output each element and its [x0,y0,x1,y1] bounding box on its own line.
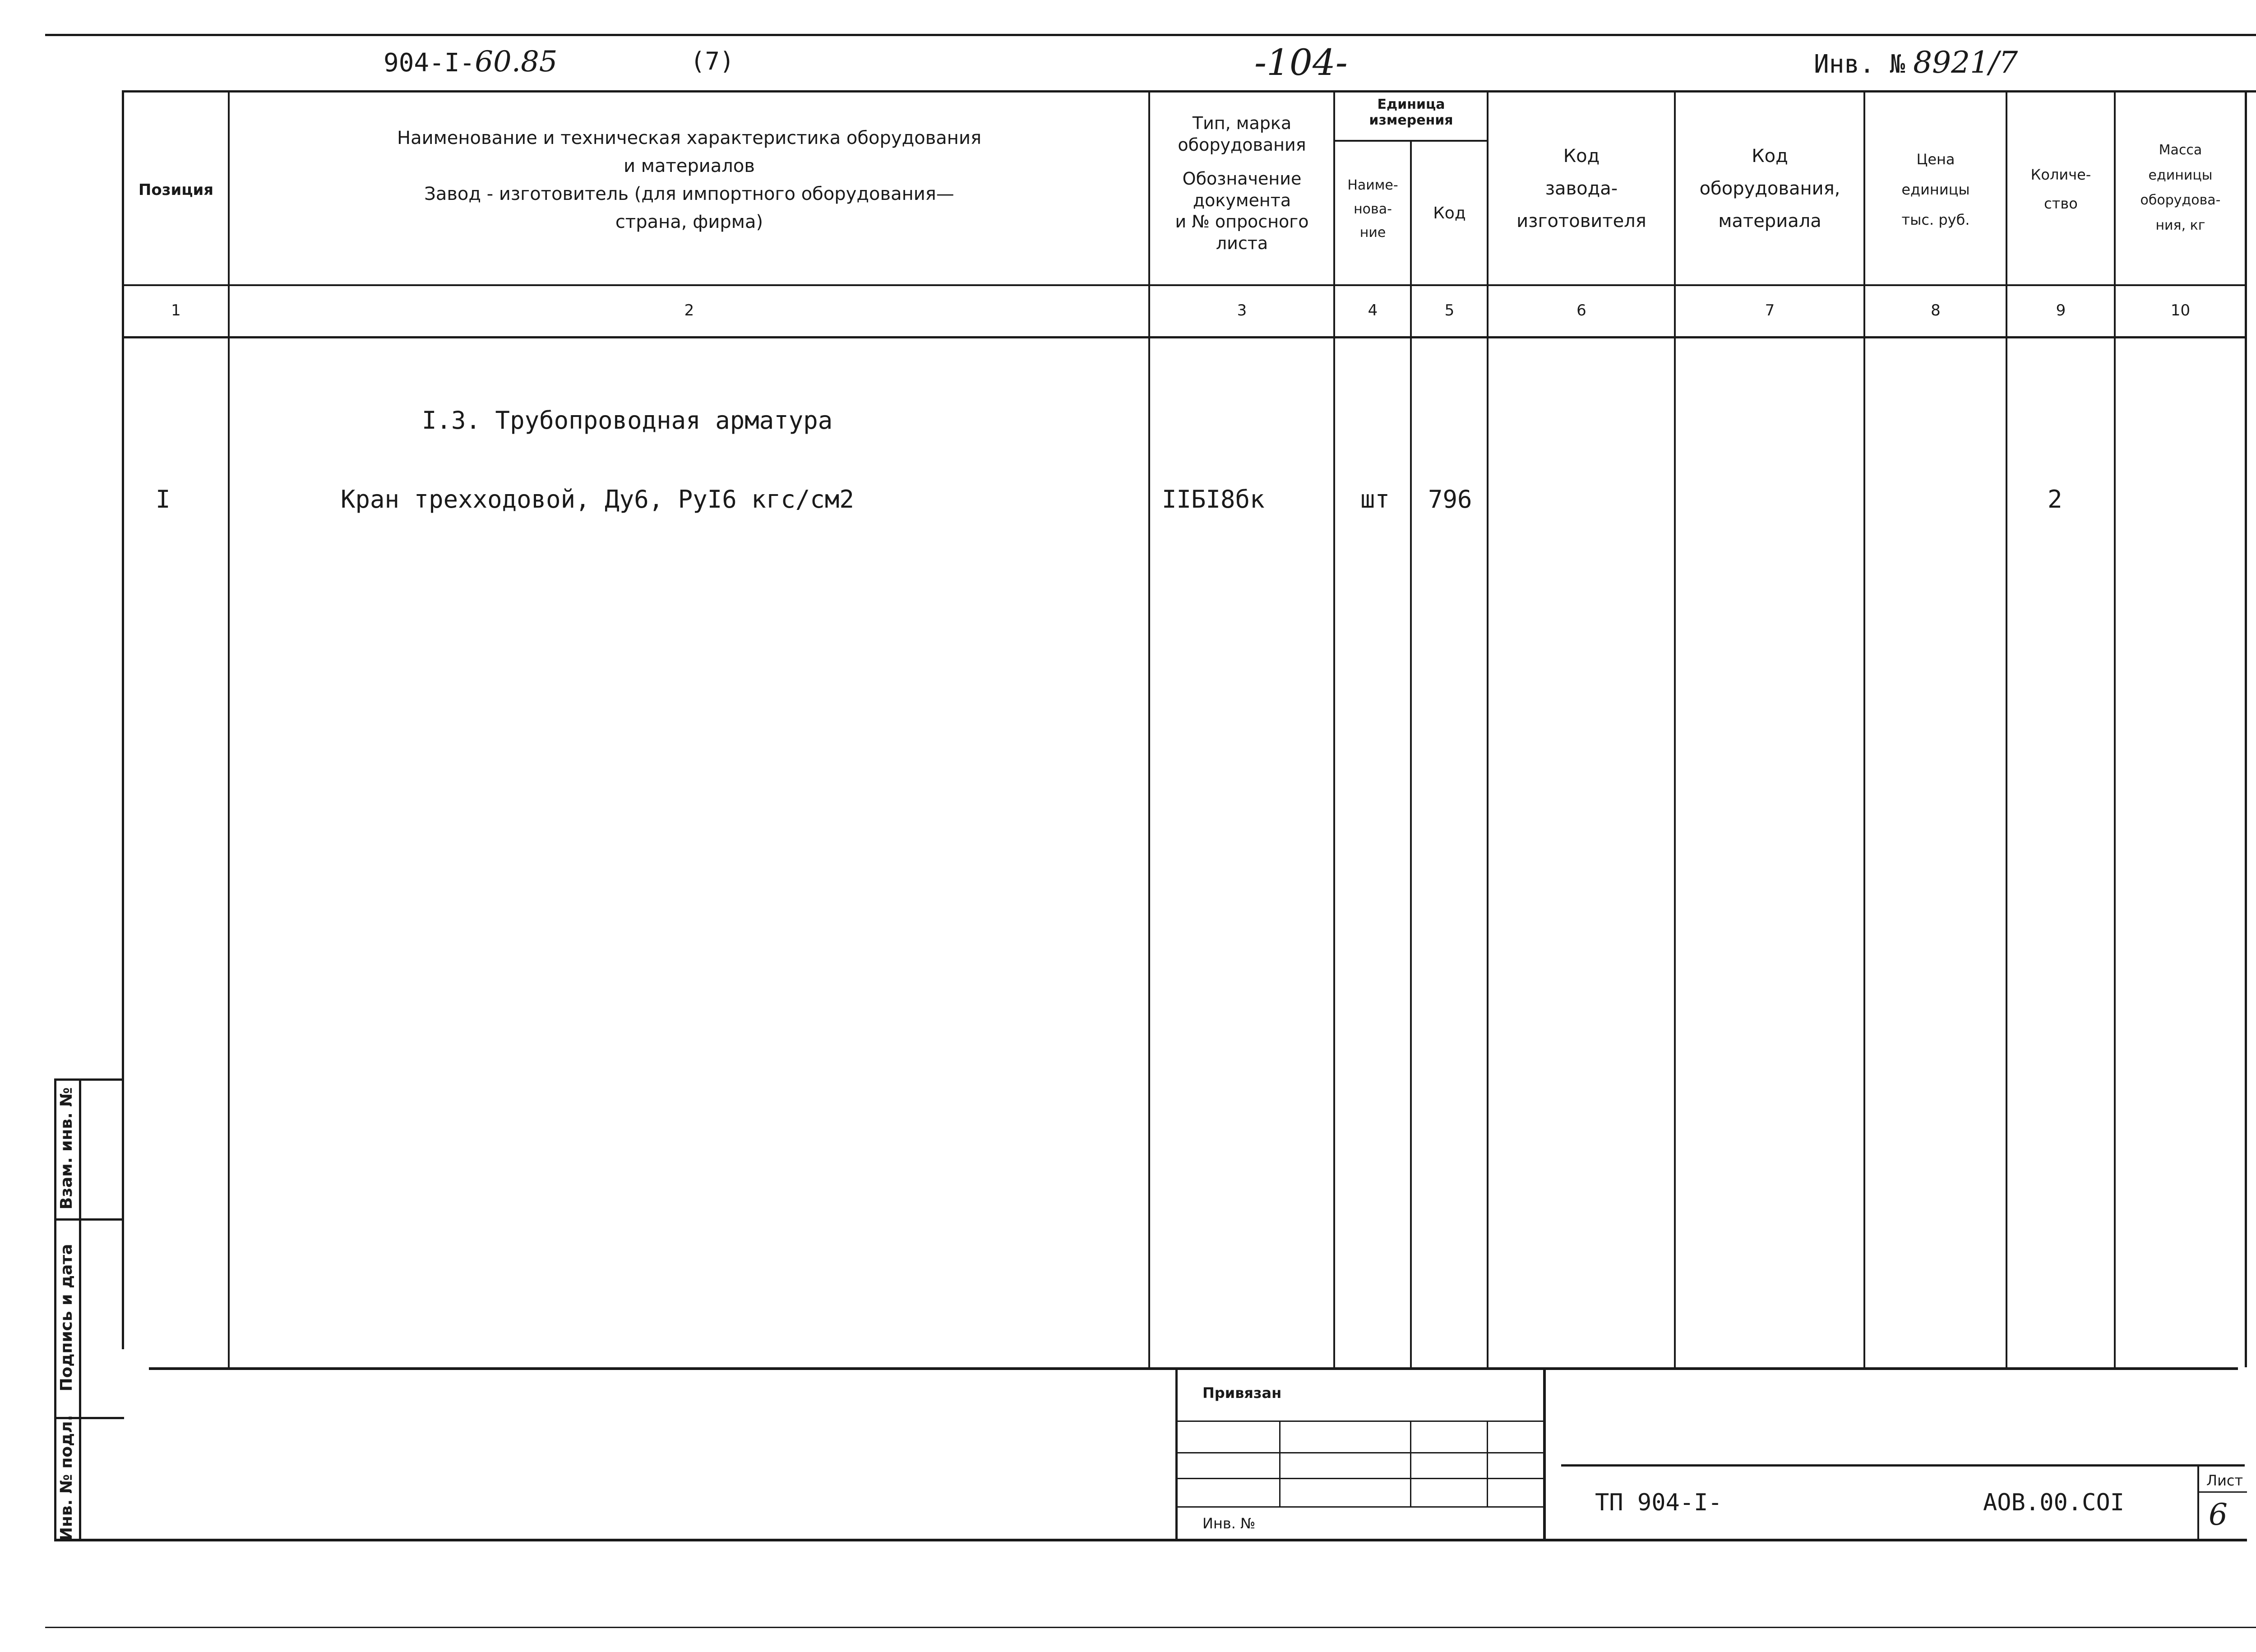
stamp-grid-line-4 [1178,1506,1543,1508]
header-unit-name-line2: нова- [1354,201,1392,217]
header-unit-name [1336,174,1410,245]
header-price-line1: Цена [1916,151,1955,168]
header-type-line2: оборудования [1178,134,1306,155]
header-unit-code: Код [1433,204,1466,222]
stamp-bound-label: Привязан [1202,1384,1282,1402]
document-number-printed: 904-I- [384,48,475,78]
column-number-5: 5 [1444,301,1455,319]
row-quantity: 2 [2048,485,2062,514]
header-type-line5: и № опросного [1175,212,1309,231]
header-mass-line1: Масса [2159,142,2202,158]
stamp-grid-line-1 [1178,1421,1543,1422]
column-number-4: 4 [1368,301,1378,319]
header-unit-group-line1: Единица [1377,97,1445,112]
header-position: Позиция [138,181,214,199]
side-stamp-replace-inv: Взам. инв. № [57,1087,76,1210]
header-bottom-line [122,284,2247,286]
top-border-line [45,34,2256,36]
section-title: I.3. Трубопроводная арматура [422,406,833,435]
side-stamp-left-border [54,1078,56,1541]
header-mass [2116,138,2245,238]
row-unit-code: 796 [1428,485,1472,514]
column-separator-4 [1410,140,1412,1367]
frame-left [122,90,124,1349]
column-separator-9 [2114,90,2116,1367]
stamp-doc-code-right: АОВ.00.СОI [1983,1489,2125,1516]
column-separator-8 [2006,90,2007,1367]
column-separator-3 [1333,90,1335,1367]
document-number [384,45,558,79]
stamp-doc-code-left: ТП 904-I- [1595,1489,1722,1516]
column-separator-6 [1674,90,1676,1367]
column-separator-2 [1148,90,1150,1367]
header-mass-line4: ния, кг [2155,217,2205,233]
stamp-grid-line-3 [1178,1478,1543,1479]
column-separator-5 [1487,90,1489,1367]
header-price-line3: тыс. руб. [1901,211,1970,229]
header-type-line1: Тип, марка [1192,113,1292,133]
stamp-grid-vertical-2 [1410,1421,1411,1506]
header-equipment-code-line3: материала [1718,211,1821,231]
header-unit-group-line2: измерения [1369,112,1453,128]
header-type-line6: листа [1216,233,1268,253]
column-number-1: 1 [171,301,181,319]
frame-bottom [54,1539,2247,1541]
stamp-inv-label: Инв. № [1202,1515,1256,1532]
header-unit-group [1336,97,1487,128]
header-equipment-code-line2: оборудования, [1699,178,1840,199]
stamp-sheet-divider [2197,1491,2247,1493]
header-mass-line2: единицы [2148,167,2213,183]
header-quantity-line2: ство [2044,195,2078,212]
inventory-label: Инв. № [1814,50,1905,79]
side-stamp-inner-border [79,1078,81,1541]
header-type-line4: документа [1193,190,1291,210]
frame-right [2245,90,2247,1367]
header-name-line4: страна, фирма) [615,212,763,232]
row-position: I [156,485,171,514]
side-stamp-sign-date: Подпись и дата [57,1244,76,1392]
header-manufacturer-code-line3: изготовителя [1516,211,1646,231]
header-type [1151,113,1333,254]
column-separator-1 [228,90,230,1367]
column-number-9: 9 [2056,301,2066,319]
column-number-10: 10 [2170,301,2191,319]
header-price [1866,144,2006,236]
side-stamp-inv-orig: Инв. № подл. [57,1415,76,1541]
column-number-2: 2 [684,301,694,319]
page-number: -104- [1254,42,1348,83]
column-number-3: 3 [1237,301,1247,319]
document-number-handwritten: 60.85 [475,45,558,79]
stamp-grid-vertical-1 [1279,1421,1281,1506]
header-unit-name-line1: Наиме- [1347,177,1398,193]
stamp-sheet-border [2197,1467,2199,1539]
column-number-8: 8 [1931,301,1941,319]
header-type-line3: Обозначение [1182,169,1302,189]
album-number: (7) [690,47,735,75]
inventory-value: 8921/7 [1913,45,2018,80]
stamp-grid-vertical-3 [1487,1421,1488,1506]
header-quantity [2008,160,2114,218]
column-separator-7 [1863,90,1865,1367]
header-name-line2: и материалов [624,156,755,176]
frame-top [122,90,2256,93]
inventory-number [1814,45,2018,80]
row-unit: шт [1360,485,1390,514]
stamp-sheet-number: 6 [2209,1497,2228,1532]
header-manufacturer-code-line2: завода- [1545,178,1618,199]
stamp-grid-line-2 [1178,1452,1543,1453]
stamp-title-line [1561,1464,2245,1467]
stamp-top-line [149,1367,2238,1370]
column-number-7: 7 [1765,301,1775,319]
header-unit-name-line3: ние [1359,225,1386,241]
stamp-mid-border [1543,1367,1546,1539]
stamp-sheet-label: Лист [2206,1472,2243,1489]
header-mass-line3: оборудова- [2140,192,2221,208]
column-number-6: 6 [1576,301,1586,319]
header-quantity-line1: Количе- [2030,166,2091,183]
row-name: Кран трехходовой, Ду6, РуI6 кгс/см2 [341,485,854,514]
row-type: IIБI8бк [1162,485,1265,514]
header-name-line3: Завод - изготовитель (для импортного оборудования— [424,184,954,204]
numbers-bottom-line [122,336,2247,338]
header-name-line1: Наименование и техническая характеристика оборудования [397,128,981,148]
header-equipment-code [1676,140,1863,237]
header-manufacturer-code-line1: Код [1563,146,1600,167]
header-manufacturer-code [1489,140,1674,237]
header-price-line2: единицы [1901,181,1970,199]
unit-group-divider [1333,140,1487,142]
header-name [230,124,1148,236]
scan-edge-line [45,1627,2256,1628]
header-equipment-code-line1: Код [1752,146,1788,167]
